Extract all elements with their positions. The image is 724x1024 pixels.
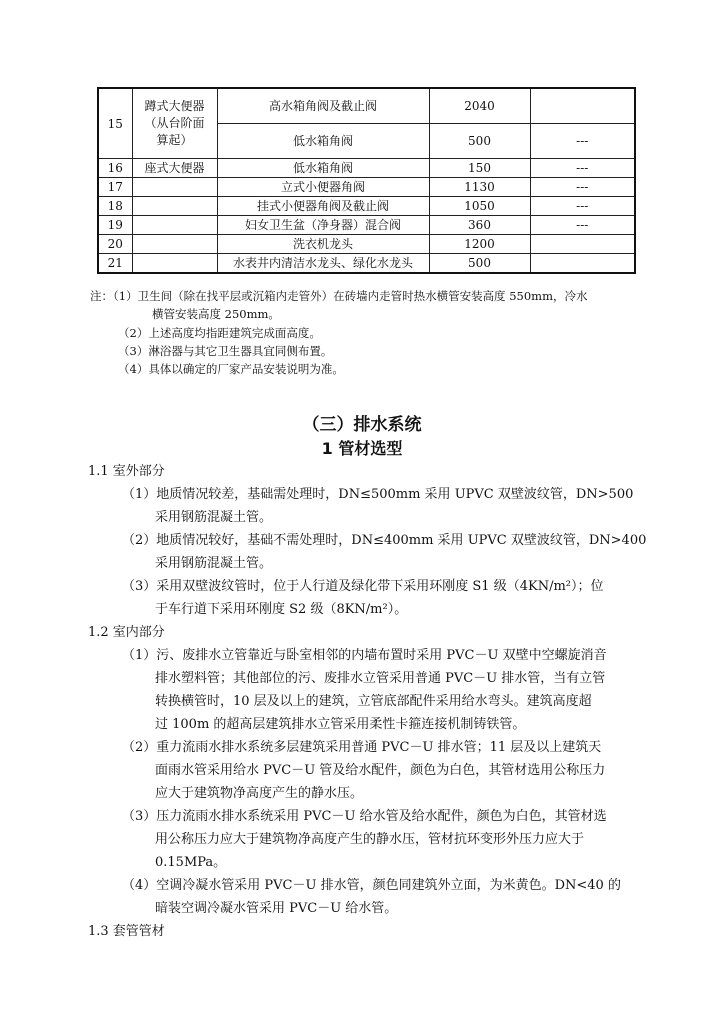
paragraph-line: 转换横管时，10 层及以上的建筑，立管底部配件采用给水弯头。建筑高度超	[155, 694, 592, 709]
install-height: 150	[429, 159, 530, 178]
paragraph-line: 排水塑料管；其他部位的污、废排水立管采用普通 PVC－U 排水管，当有立管	[155, 671, 606, 686]
fixture-name	[132, 178, 217, 197]
valve-item: 低水箱角阀	[217, 124, 429, 159]
paragraph-line: 暗装空调冷凝水管采用 PVC－U 给水管。	[155, 901, 398, 916]
note-2: （2）上述高度均指距建筑完成面高度。	[118, 326, 321, 340]
note-3: （3）淋浴器与其它卫生器具宜同侧布置。	[118, 344, 333, 358]
extra-cell	[530, 254, 635, 274]
row-number: 19	[98, 216, 132, 235]
table-row	[98, 235, 635, 254]
install-height: 1130	[429, 178, 530, 197]
install-height: 500	[429, 254, 530, 274]
paragraph-line: 0.15MPa。	[155, 855, 227, 870]
valve-item: 挂式小便器角阀及截止阀	[217, 197, 429, 216]
heading-1-3: 1.3 套管管材	[88, 924, 165, 939]
paragraph-line: （2）地质情况较好，基础不需处理时，DN≤400mm 采用 UPVC 双壁波纹管，DN>400	[122, 533, 647, 548]
heading-1-2: 1.2 室内部分	[88, 625, 165, 640]
table-row	[98, 254, 635, 274]
table-row	[98, 197, 635, 216]
fixture-name-line: （从台阶面	[144, 116, 205, 130]
row-number: 21	[98, 254, 132, 274]
paragraph-line: 用公称压力应大于建筑物净高度产生的静水压，管材抗环变形外压力应大于	[155, 832, 585, 847]
valve-item: 低水箱角阀	[217, 159, 429, 178]
fixture-name: 座式大便器	[132, 159, 217, 178]
fixture-name	[132, 216, 217, 235]
extra-cell	[530, 235, 635, 254]
paragraph-line: 应大于建筑物净高度产生的静水压。	[155, 786, 364, 801]
paragraph-line: （1）污、废排水立管靠近与卧室相邻的内墙布置时采用 PVC－U 双壁中空螺旋消音	[122, 648, 607, 663]
table-row	[98, 178, 635, 197]
note-1: 注：（1）卫生间（除在找平层或沉箱内走管外）在砖墙内走管时热水横管安装高度 550mm，冷水	[90, 289, 588, 303]
heading-1-1: 1.1 室外部分	[88, 464, 165, 479]
extra-cell: ---	[530, 197, 635, 216]
row-number: 16	[98, 159, 132, 178]
fixture-name	[132, 235, 217, 254]
row-number: 15	[98, 88, 132, 159]
extra-cell: ---	[530, 159, 635, 178]
extra-cell	[530, 88, 635, 124]
paragraph-line: 过 100m 的超高层建筑排水立管采用柔性卡箍连接机制铸铁管。	[155, 717, 526, 732]
install-height: 360	[429, 216, 530, 235]
fixture-name	[132, 254, 217, 274]
fixture-name	[132, 88, 217, 159]
row-number: 20	[98, 235, 132, 254]
section-title: （三）排水系统	[302, 415, 422, 435]
extra-cell: ---	[530, 216, 635, 235]
valve-item: 妇女卫生盆（净身器）混合阀	[217, 216, 429, 235]
extra-cell: ---	[530, 124, 635, 159]
table-row	[98, 216, 635, 235]
subsection-title: 1 管材选型	[321, 439, 403, 458]
note-1-cont: 横管安装高度 250mm。	[152, 307, 280, 321]
fixture-height-table	[97, 87, 636, 274]
table-row	[98, 159, 635, 178]
install-height: 2040	[429, 88, 530, 124]
note-4: （4）具体以确定的厂家产品安装说明为准。	[118, 362, 344, 376]
paragraph-line: （3）采用双壁波纹管时，位于人行道及绿化带下采用环刚度 S1 级（4KN/m²）；位	[122, 579, 604, 594]
valve-item: 水表井内清洁水龙头、绿化水龙头	[217, 254, 429, 274]
paragraph-line: 面雨水管采用给水 PVC－U 管及给水配件，颜色为白色，其管材选用公称压力	[155, 763, 606, 778]
install-height: 500	[429, 124, 530, 159]
fixture-name	[132, 197, 217, 216]
extra-cell: ---	[530, 178, 635, 197]
table-row	[98, 88, 635, 124]
row-number: 17	[98, 178, 132, 197]
valve-item: 洗衣机龙头	[217, 235, 429, 254]
paragraph-line: （4）空调冷凝水管采用 PVC－U 排水管，颜色同建筑外立面，为米黄色。DN<40 的	[122, 878, 621, 893]
fixture-name-line: 蹲式大便器	[144, 99, 205, 113]
paragraph-line: 采用钢筋混凝土管。	[155, 510, 273, 525]
valve-item: 高水箱角阀及截止阀	[217, 88, 429, 124]
paragraph-line: （3）压力流雨水排水系统采用 PVC－U 给水管及给水配件，颜色为白色，其管材选	[122, 809, 607, 824]
paragraph-line: （2）重力流雨水排水系统多层建筑采用普通 PVC－U 排水管；11 层及以上建筑天	[122, 740, 602, 755]
install-height: 1050	[429, 197, 530, 216]
paragraph-line: （1）地质情况较差，基础需处理时，DN≤500mm 采用 UPVC 双壁波纹管，DN>500	[122, 487, 634, 502]
paragraph-line: 于车行道下采用环刚度 S2 级（8KN/m²）。	[155, 602, 408, 617]
fixture-name-line: 算起）	[156, 133, 193, 147]
valve-item: 立式小便器角阀	[217, 178, 429, 197]
row-number: 18	[98, 197, 132, 216]
install-height: 1200	[429, 235, 530, 254]
paragraph-line: 采用钢筋混凝土管。	[155, 556, 273, 571]
